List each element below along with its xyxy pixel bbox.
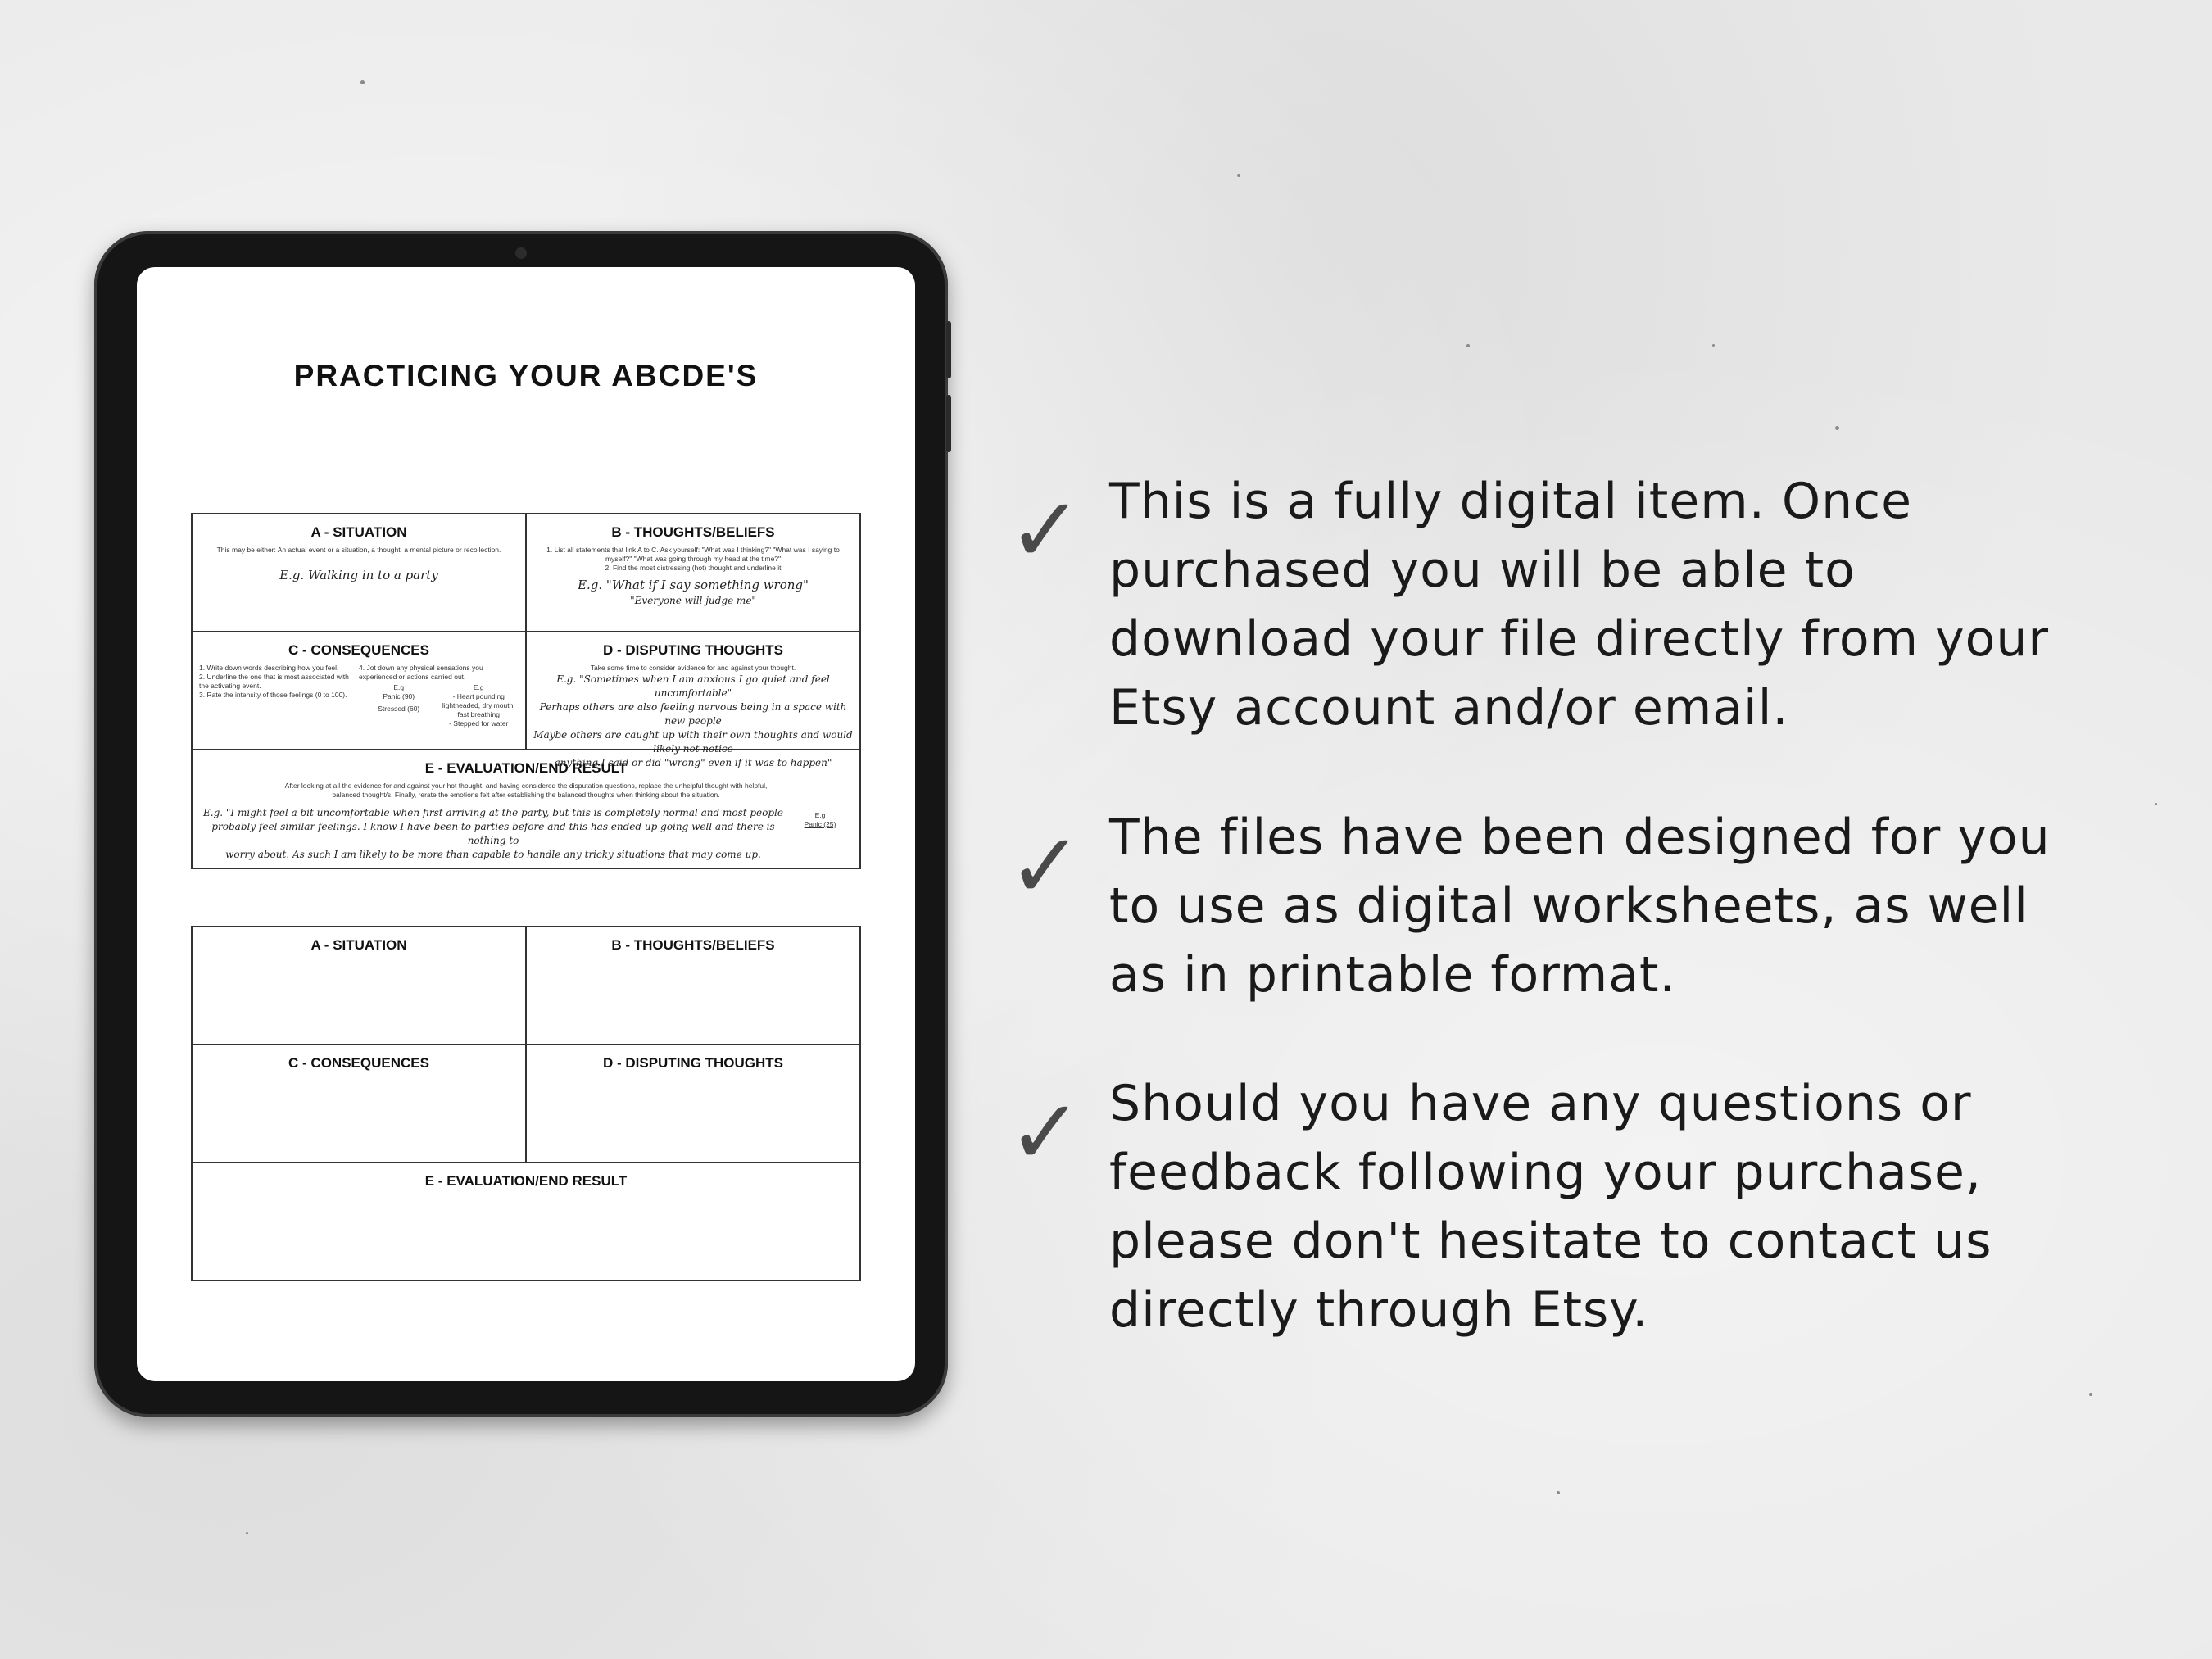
cell-a-situation: A - SITUATION This may be either: An actual event or a situation, a thought, a mental picture or recollection. E.g. Walking in to a party <box>216 524 501 582</box>
cell-d-disputing: D - DISPUTING THOUGHTS Take some time to consider evidence for and against your thought. E.g. "Sometimes when I am anxious I go quiet and feel uncomfortable" Perhaps others are also feeling nervous being in a space with new people Maybe others are caught up with their own thoughts and would likely not notice anything I said or did "wrong" even if it was to happen" <box>525 632 859 749</box>
blank-cell-d[interactable]: D - DISPUTING THOUGHTS <box>525 1045 859 1162</box>
feature-text: The files have been designed for you to use as digital worksheets, as well as in printable format. <box>1109 809 2051 1004</box>
tablet-mockup <box>94 231 948 1417</box>
cell-e-evaluation: E - EVALUATION/END RESULT After looking at all the evidence for and against your hot thought, and having considered the disputation questions, replace the unhelpful thought with helpful, balanced thought/s. Finally, rerate the emotions felt after establishing the balanced thoughts when thinking about the situation. E.g. "I might feel a bit uncomfortable when first arriving at the party, but this is completely normal and most people probably feel similar feelings. I know I have been to parties before and this has ended up going well and there is nothing to worry about. As such I am likely to be more than capable to handle any tricky situations that may come up. E.g Panic (25) <box>203 760 836 860</box>
feature-item <box>1008 467 2187 746</box>
check-icon: ✓ <box>1008 814 1084 918</box>
feature-item <box>1008 1069 2187 1348</box>
blank-cell-a[interactable]: A - SITUATION <box>310 937 407 953</box>
blank-cell-e[interactable]: E - EVALUATION/END RESULT <box>424 1173 628 1189</box>
feature-text: This is a fully digital item. Once purchased you will be able to download your file directly from your Etsy account and/or email. <box>1109 473 2050 737</box>
worksheet-title: PRACTICING YOUR ABCDE'S <box>293 359 759 392</box>
volume-button <box>946 395 951 452</box>
tablet-screen <box>137 267 915 1381</box>
feature-text: Should you have any questions or feedback following your purchase, please don't hesitate to contact us directly through Etsy. <box>1109 1075 1992 1339</box>
example-worksheet <box>191 513 861 869</box>
camera-dot <box>515 247 527 259</box>
feature-list <box>1008 467 2187 1405</box>
check-icon: ✓ <box>1008 478 1084 582</box>
blank-cell-b[interactable]: B - THOUGHTS/BELIEFS <box>525 927 859 1044</box>
cell-c-consequences: C - CONSEQUENCES 1. Write down words describing how you feel. 2. Underline the one that is most associated with the activating event. 3. Rate the intensity of those feelings (0 to 100). 4. Jot down any physical sensations you experienced or actions carried out. E.g Panic (90) Stressed (60) E.g - Heart pounding lightheaded, dry mouth, fast breathing - Stepped for water <box>199 642 515 728</box>
blank-cell-c[interactable]: C - CONSEQUENCES <box>288 1055 429 1071</box>
check-icon: ✓ <box>1008 1080 1084 1185</box>
blank-worksheet <box>191 926 861 1281</box>
cell-b-thoughts: B - THOUGHTS/BELIEFS 1. List all statements that link A to C. Ask yourself: "What was I thinking?" "What was I saying to myself?" "What was going through my head at the time?" 2. Find the most distressing (hot) thought and underline it E.g. "What if I say something wrong" "Everyone will judge me" <box>525 514 859 631</box>
feature-item <box>1008 803 2187 1012</box>
volume-button <box>946 321 951 378</box>
